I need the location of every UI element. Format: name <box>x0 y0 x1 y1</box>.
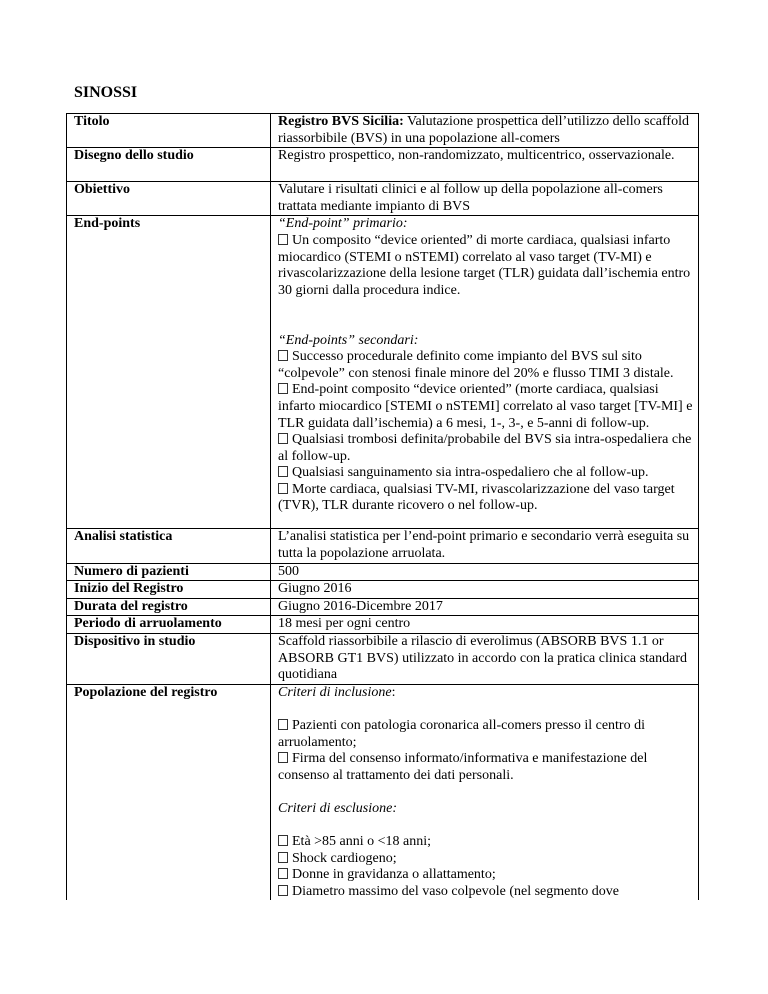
label-numero: Numero di pazienti <box>67 563 271 581</box>
registry-description: Valutazione prospettica dell’utilizzo dello scaffold riassorbibile (BVS) in una popolazione all-comers <box>278 114 689 146</box>
label-inizio: Inizio del Registro <box>67 581 271 599</box>
table-row-analisi <box>67 529 699 563</box>
bullet-icon <box>278 852 288 863</box>
label-periodo: Periodo di arruolamento <box>67 616 271 634</box>
bullet-icon <box>278 868 288 879</box>
primary-endpoint-item: Un composito “device oriented” di morte cardiaca, qualsiasi infarto miocardico (STEMI o nSTEMI) correlato al vaso target (TV-MI) e rivascolarizzazione della lesione target (TLR) guidata dall’ischemia entro 30 giorni dalla procedura indice. <box>278 232 691 298</box>
secondary-endpoint-title: “End-points” secondari: <box>278 332 419 348</box>
bullet-icon <box>278 483 288 494</box>
value-endpoints <box>271 216 699 529</box>
value-analisi: L’analisi statistica per l’end-point primario e secondario verrà eseguita su tutta la popolazione arruolata. <box>271 529 699 563</box>
value-popolazione <box>271 684 699 900</box>
registry-name: Registro BVS Sicilia: <box>278 114 404 129</box>
exclusion-item: Età >85 anni o <18 anni; <box>278 834 698 851</box>
inclusion-item: Pazienti con patologia coronarica all-comers presso il centro di arruolamento; <box>278 717 645 750</box>
spacer <box>278 817 698 834</box>
spacer <box>278 784 698 801</box>
bullet-icon <box>278 433 288 444</box>
table-row-periodo <box>67 616 699 634</box>
value-periodo: 18 mesi per ogni centro <box>271 616 699 634</box>
bullet-icon <box>278 885 288 896</box>
inclusion-item: Firma del consenso informato/informativa e manifestazione del consenso al trattamento dei dati personali. <box>278 751 648 783</box>
bullet-icon <box>278 752 288 763</box>
table-row-endpoints <box>67 216 699 529</box>
label-endpoints: End-points <box>67 216 271 529</box>
secondary-endpoint-item: Qualsiasi trombosi definita/probabile del BVS sia intra-ospedaliera che al follow-up. <box>278 432 692 464</box>
inclusion-title: Criteri di inclusione: <box>278 684 396 700</box>
synopsis-table <box>66 113 699 900</box>
table-row-inizio <box>67 581 699 599</box>
table-row-numero <box>67 563 699 581</box>
value-inizio: Giugno 2016 <box>271 581 699 599</box>
value-durata: Giugno 2016-Dicembre 2017 <box>271 598 699 616</box>
label-durata: Durata del registro <box>67 598 271 616</box>
exclusion-title: Criteri di esclusione: <box>278 800 397 816</box>
label-titolo: Titolo <box>67 114 271 148</box>
exclusion-item: Donne in gravidanza o allattamento; <box>278 867 698 884</box>
secondary-endpoint-item: Qualsiasi sanguinamento sia intra-ospedaliero che al follow-up. <box>278 465 698 482</box>
secondary-endpoint-item: End-point composito “device oriented” (morte cardiaca, qualsiasi infarto miocardico [STEMI o nSTEMI] correlato al vaso target [TV-MI] e TLR guidata dall’ischemia) a 6 mesi, 1-, 3-, e 5-anni di follow-up. <box>278 382 693 431</box>
label-analisi: Analisi statistica <box>67 529 271 563</box>
bullet-icon <box>278 234 288 245</box>
bullet-icon <box>278 835 288 846</box>
primary-endpoint-title: “End-point” primario: <box>278 216 408 232</box>
spacer <box>278 299 698 316</box>
bullet-icon <box>278 383 288 394</box>
table-row-titolo <box>67 114 699 148</box>
label-dispositivo: Dispositivo in studio <box>67 633 271 684</box>
exclusion-item: Diametro massimo del vaso colpevole (nel segmento dove <box>278 884 698 901</box>
value-titolo <box>271 114 699 148</box>
label-disegno: Disegno dello studio <box>67 148 271 182</box>
secondary-endpoint-item: Morte cardiaca, qualsiasi TV-MI, rivascolarizzazione del vaso target (TVR), TLR durante ricovero o nel follow-up. <box>278 481 675 514</box>
document-heading: SINOSSI <box>74 84 138 101</box>
bullet-icon <box>278 719 288 730</box>
table-row-durata <box>67 598 699 616</box>
table-row-popolazione <box>67 684 699 900</box>
value-obiettivo: Valutare i risultati clinici e al follow up della popolazione all-comers trattata mediante impianto di BVS <box>271 182 699 216</box>
table-row-disegno <box>67 148 699 182</box>
spacer <box>278 316 698 333</box>
label-obiettivo: Obiettivo <box>67 182 271 216</box>
table-row-dispositivo <box>67 633 699 684</box>
value-dispositivo: Scaffold riassorbibile a rilascio di everolimus (ABSORB BVS 1.1 or ABSORB GT1 BVS) utilizzato in accordo con la pratica clinica standard quotidiana <box>271 633 699 684</box>
table-row-obiettivo <box>67 182 699 216</box>
value-numero: 500 <box>271 563 699 581</box>
value-disegno: Registro prospettico, non-randomizzato, multicentrico, osservazionale. <box>271 148 699 182</box>
secondary-endpoint-item: Successo procedurale definito come impianto del BVS sul sito “colpevole” con stenosi finale minore del 20% e flusso TIMI 3 distale. <box>278 349 674 381</box>
exclusion-item: Shock cardiogeno; <box>278 851 698 868</box>
spacer <box>278 701 698 718</box>
bullet-icon <box>278 350 288 361</box>
bullet-icon <box>278 466 288 477</box>
label-popolazione: Popolazione del registro <box>67 684 271 900</box>
